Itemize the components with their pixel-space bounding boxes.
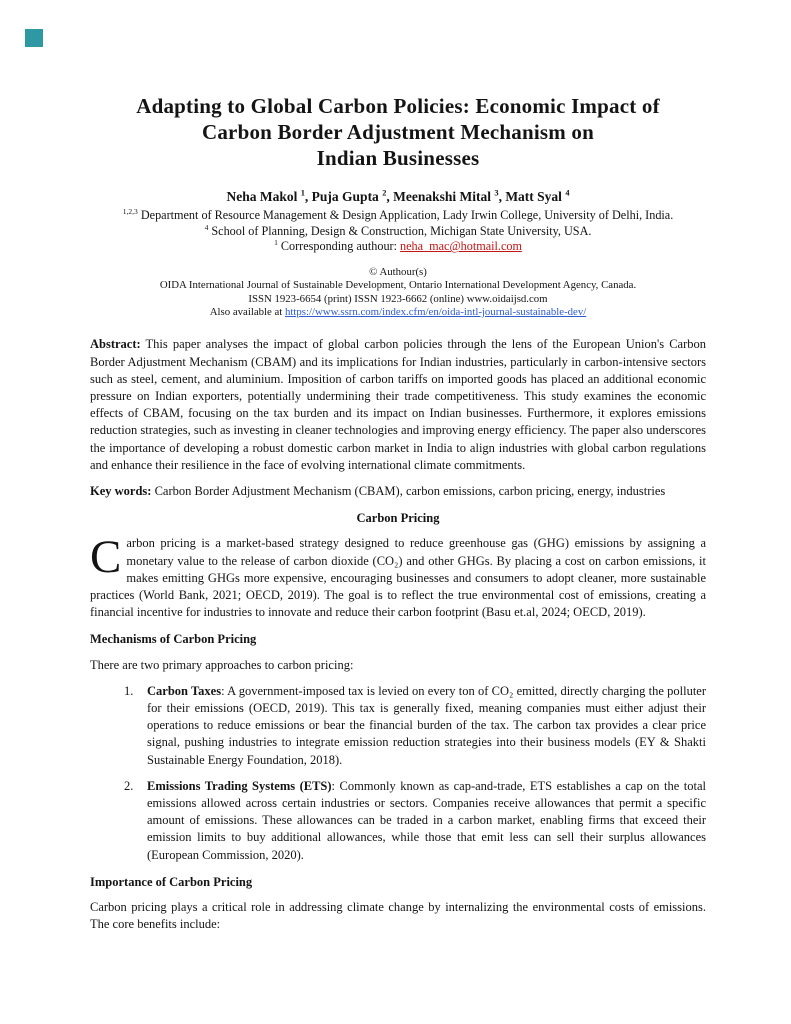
author-name: Matt Syal [505, 189, 566, 204]
dropcap-letter: C [90, 531, 122, 584]
carbon-pricing-intro-paragraph [90, 531, 706, 621]
mechanism-list-item [90, 683, 706, 769]
mechanism-list-item [90, 778, 706, 864]
affiliation-line-1 [90, 208, 706, 224]
paper-title-line-2: Carbon Border Adjustment Mechanism on [201, 120, 595, 144]
list-item-text: Carbon Taxes: A government-imposed tax is levied on every ton of CO₂ emitted, directly charging the polluter for their emissions (OECD, 2019). This tax is generally fixed, meaning companies must either adjust their operations to reduce emissions or bear the financial burden of the tax. The carbon tax provides a clear price signal, pushing industries to integrate emission reduction strategies into their business models (EY & Shakti Sustainable Energy Foundation, 2018). [147, 683, 707, 767]
corresponding-email-link[interactable]: neha_mac@hotmail.com [400, 239, 522, 254]
subheading-importance: Importance of Carbon Pricing [90, 874, 253, 889]
paper-body [90, 336, 706, 933]
list-item-number: 1. [124, 683, 134, 698]
corner-color-mark [25, 29, 43, 47]
keywords-paragraph [90, 483, 706, 500]
journal-line: OIDA International Journal of Sustainable Development, Ontario International Development Agency, Canada. [159, 279, 637, 292]
subheading-mechanisms: Mechanisms of Carbon Pricing [90, 632, 257, 647]
authors-line: Neha Makol $^1$, Puja Gupta $^2$, Meenakshi Mital $^3$, Matt Syal $^4$ [226, 188, 570, 204]
affiliation-line-2 [90, 224, 706, 240]
author-superscript: 1 [300, 188, 305, 198]
availability-line [90, 306, 706, 319]
copyright-line: © Authour(s) [369, 265, 427, 278]
author-superscript: 4 [565, 188, 570, 198]
affiliation-2-sup: 4 [204, 222, 209, 232]
paper-title [90, 93, 706, 171]
paper-title-line-1: Adapting to Global Carbon Policies: Economic Impact of [136, 94, 660, 118]
mechanisms-lead-paragraph: There are two primary approaches to carbon pricing: [90, 657, 354, 672]
affiliation-1-sup: 1,2,3 [122, 206, 138, 216]
abstract-text: This paper analyses the impact of global carbon policies through the lens of the European Union's Carbon Border Adjustment Mechanism (CBAM) and its implications for Indian industries, particularly in carbon-intensive sectors such as steel, cement, and aluminium. Imposition of carbon tariffs on imported goods has placed an additional economic pressure on Indian exporters, potentially undermining their trade competitiveness. This study examines the economic effects of CBAM, focusing on the tax burden and its impact on Indian businesses. Furthermore, it explores emissions reduction strategies, such as investing in cleaner technologies and improving energy efficiency. The paper also underscores the importance of developing a robust domestic carbon market in India to align industries with global carbon regulations and enhance their resilience in the face of evolving international climate commitments. [90, 337, 706, 472]
abstract-label: Abstract: [90, 337, 141, 352]
ssrn-url-link[interactable]: https://www.ssrn.com/index.cfm/en/oida-intl-journal-sustainable-dev/ [285, 306, 587, 318]
corresponding-author-text: Corresponding authour: [277, 239, 401, 254]
author-name: Neha Makol [226, 189, 301, 204]
corresponding-author-sup: 1 [274, 238, 278, 248]
keywords-label: Key words: [90, 484, 152, 499]
list-item-text: Emissions Trading Systems (ETS): Commonly known as cap-and-trade, ETS establishes a cap on the total emissions allowed across certain industries or sectors. Companies receive allowances that permit a specific amount of emissions. These allowances can be traded in a carbon market, enabling firms that exceed their emission limits to buy additional allowances, while those that emit less can sell their surplus allowances (European Commission, 2020). [147, 778, 706, 862]
imprint-block [90, 266, 706, 320]
keywords-text: Carbon Border Adjustment Mechanism (CBAM), carbon emissions, carbon pricing, energy, industries [151, 484, 666, 499]
list-item-number: 2. [124, 778, 134, 793]
section-heading-carbon-pricing: Carbon Pricing [356, 511, 440, 526]
author-name: Puja Gupta [311, 189, 383, 204]
author-superscript: 2 [382, 188, 387, 198]
affiliations-block [90, 208, 706, 255]
mechanisms-list [90, 683, 706, 864]
affiliation-2-text: School of Planning, Design & Construction, Michigan State University, USA. [208, 223, 592, 238]
carbon-pricing-intro-text: arbon pricing is a market-based strategy designed to reduce greenhouse gas (GHG) emissions by assigning a monetary value to the release of carbon dioxide (CO₂) and other GHGs. By placing a cost on carbon emissions, it makes emitting GHGs more expensive, encouraging businesses and consumers to adopt cleaner, more sustainable practices (World Bank, 2021; OECD, 2019). The goal is to reflect the true environmental cost of emissions, creating a financial incentive for industries to innovate and reduce their carbon footprint (Basu et.al, 2024; OECD, 2019). [90, 536, 706, 620]
issn-line: ISSN 1923-6654 (print) ISSN 1923-6662 (online) www.oidaijsd.com [248, 292, 548, 305]
importance-paragraph: Carbon pricing plays a critical role in addressing climate change by internalizing the environmental costs of emissions. The core benefits include: [90, 900, 706, 932]
affiliation-1-text: Department of Resource Management & Design Application, Lady Irwin College, University of Delhi, India. [137, 208, 674, 222]
author-name: Meenakshi Mital [393, 189, 495, 204]
abstract-paragraph [90, 336, 706, 474]
author-superscript: 3 [494, 188, 499, 198]
availability-prefix: Also available at [209, 306, 285, 318]
paper-title-line-3: Indian Businesses [316, 146, 480, 170]
corresponding-author-line [90, 239, 706, 255]
